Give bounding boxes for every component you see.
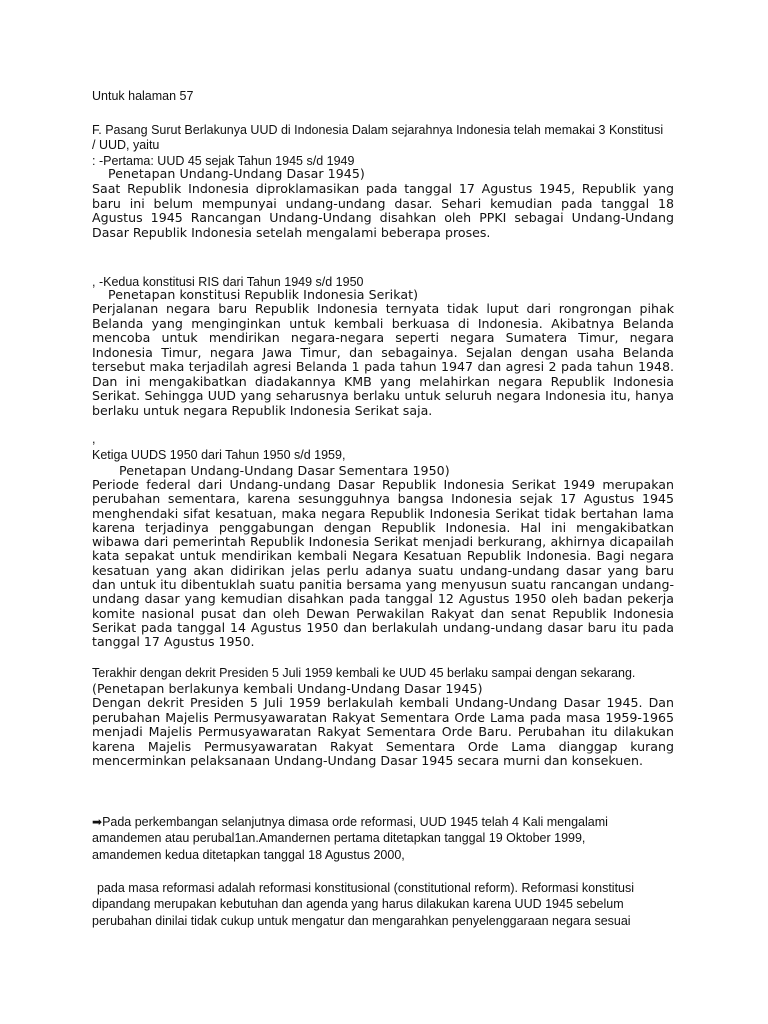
- section2-body: Perjalanan negara baru Republik Indonesia ternyata tidak luput dari rongrongan pihak Belanda yang menginginkan untuk kembali berkuasa di Indonesia. Akibatnya Belanda mencoba untuk mendirikan negara-negara seperti negara Sumatera Timur, negara Indonesia Timur, negara Jawa Timur, dan sebagainya. Sejalan dengan usaha Belanda tersebut maka terjadilah agresi Belanda 1 pada tahun 1947 dan agresi 2 pada tahun 1948. Dan ini mengakibatkan diadakannya KMB yang melahirkan negara Republik Indonesia Serikat. Sehingga UUD yang seharusnya berlaku untuk seluruh negara Indonesia itu, hanya berlaku untuk negara Republik Indonesia Serikat saja.: [92, 301, 674, 418]
- section6-line-2: dipandang merupakan kebutuhan dan agenda yang harus dilakukan karena UUD 1945 sebelum: [92, 897, 624, 911]
- section3-heading: Ketiga UUDS 1950 dari Tahun 1950 s/d 1959,: [92, 448, 346, 462]
- page-header: Untuk halaman 57: [92, 89, 194, 103]
- section6-line-1: pada masa reformasi adalah reformasi konstitusional (constitutional reform). Reformasi konstitusi: [97, 881, 635, 895]
- section2-heading: , -Kedua konstitusi RIS dari Tahun 1949 s/d 1950: [92, 275, 364, 289]
- section4-body: Dengan dekrit Presiden 5 Juli 1959 berlakulah kembali Undang-Undang Dasar 1945. Dan perubahan Majelis Permusyawaratan Rakyat Sementara Orde Lama pada masa 1959-1965 menjadi Majelis Permusyawaratan Rakyat Sementara Orde Baru. Perubahan itu dilakukan karena Majelis Permusyawaratan Rakyat Sementara Orde Lama dianggap kurang mencerminkan pelaksanaan Undang-Undang Dasar 1945 secara murni dan konsekuen.: [92, 695, 674, 769]
- section3-comma: ,: [92, 432, 96, 446]
- intro-line-1: F. Pasang Surut Berlakunya UUD di Indonesia Dalam sejarahnya Indonesia telah memakai 3 Konstitusi: [92, 123, 664, 137]
- section6-line-3: perubahan dinilai tidak cukup untuk mengatur dan mengarahkan penyelenggaraan negara sesuai: [92, 914, 631, 928]
- section5-line-1: [92, 815, 608, 830]
- section5-line-2: amandemen atau perubal1an.Amandernen pertama ditetapkan tanggal 19 Oktober 1999,: [92, 831, 586, 845]
- section1-body: Saat Republik Indonesia diproklamasikan pada tanggal 17 Agustus 1945, Republik yang baru ini belum mempunyai undang-undang dasar. Sehari kemudian pada tanggal 18 Agustus 1945 Rancangan Undang-Undang disahkan oleh PPKI sebagai Undang-Undang Dasar Republik Indonesia setelah mengalami beberapa proses.: [92, 181, 674, 240]
- section3-subheading: Penetapan Undang-Undang Dasar Sementara 1950): [119, 463, 450, 478]
- section5-line-1-text: Pada perkembangan selanjutnya dimasa orde reformasi, UUD 1945 telah 4 Kali mengalami: [102, 815, 608, 829]
- section1-heading: : -Pertama: UUD 45 sejak Tahun 1945 s/d 1949: [92, 154, 355, 168]
- section4-heading: Terakhir dengan dekrit Presiden 5 Juli 1959 kembali ke UUD 45 berlaku sampai dengan sekarang.: [92, 666, 636, 680]
- right-arrow-icon: ➡: [92, 815, 103, 829]
- section4-subheading: (Penetapan berlakunya kembali Undang-Undang Dasar 1945): [92, 681, 483, 696]
- section5-line-3: amandemen kedua ditetapkan tanggal 18 Agustus 2000,: [92, 848, 405, 862]
- intro-line-2: / UUD, yaitu: [92, 138, 160, 152]
- section1-subheading: Penetapan Undang-Undang Dasar 1945): [108, 166, 365, 181]
- section2-subheading: Penetapan konstitusi Republik Indonesia Serikat): [108, 287, 419, 302]
- section3-body: Periode federal dari Undang-undang Dasar Republik Indonesia Serikat 1949 merupakan perubahan sementara, karena sesungguhnya bangsa Indonesia sejak 17 Agustus 1945 menghendaki sifat kesatuan, maka negara Republik Indonesia Serikat tidak bertahan lama karena terjadinya penggabungan dengan Republik Indonesia. Hal ini mengakibatkan wibawa dari pemerintah Republik Indonesia Serikat menjadi berkurang, akhirnya dicapailah kata sepakat untuk mendirikan kembali Negara Kesatuan Republik Indonesia. Bagi negara kesatuan yang akan didirikan jelas perlu adanya suatu undang-undang dasar yang baru dan untuk itu dibentuklah suatu panitia bersama yang menyusun suatu rancangan undang-undang dasar yang kemudian disahkan pada tanggal 12 Agustus 1950 oleh badan pekerja komite nasional pusat dan oleh Dewan Perwakilan Rakyat dan senat Republik Indonesia Serikat pada tanggal 14 Agustus 1950 dan berlakulah undang-undang dasar baru itu pada tanggal 17 Agustus 1950.: [92, 477, 674, 650]
